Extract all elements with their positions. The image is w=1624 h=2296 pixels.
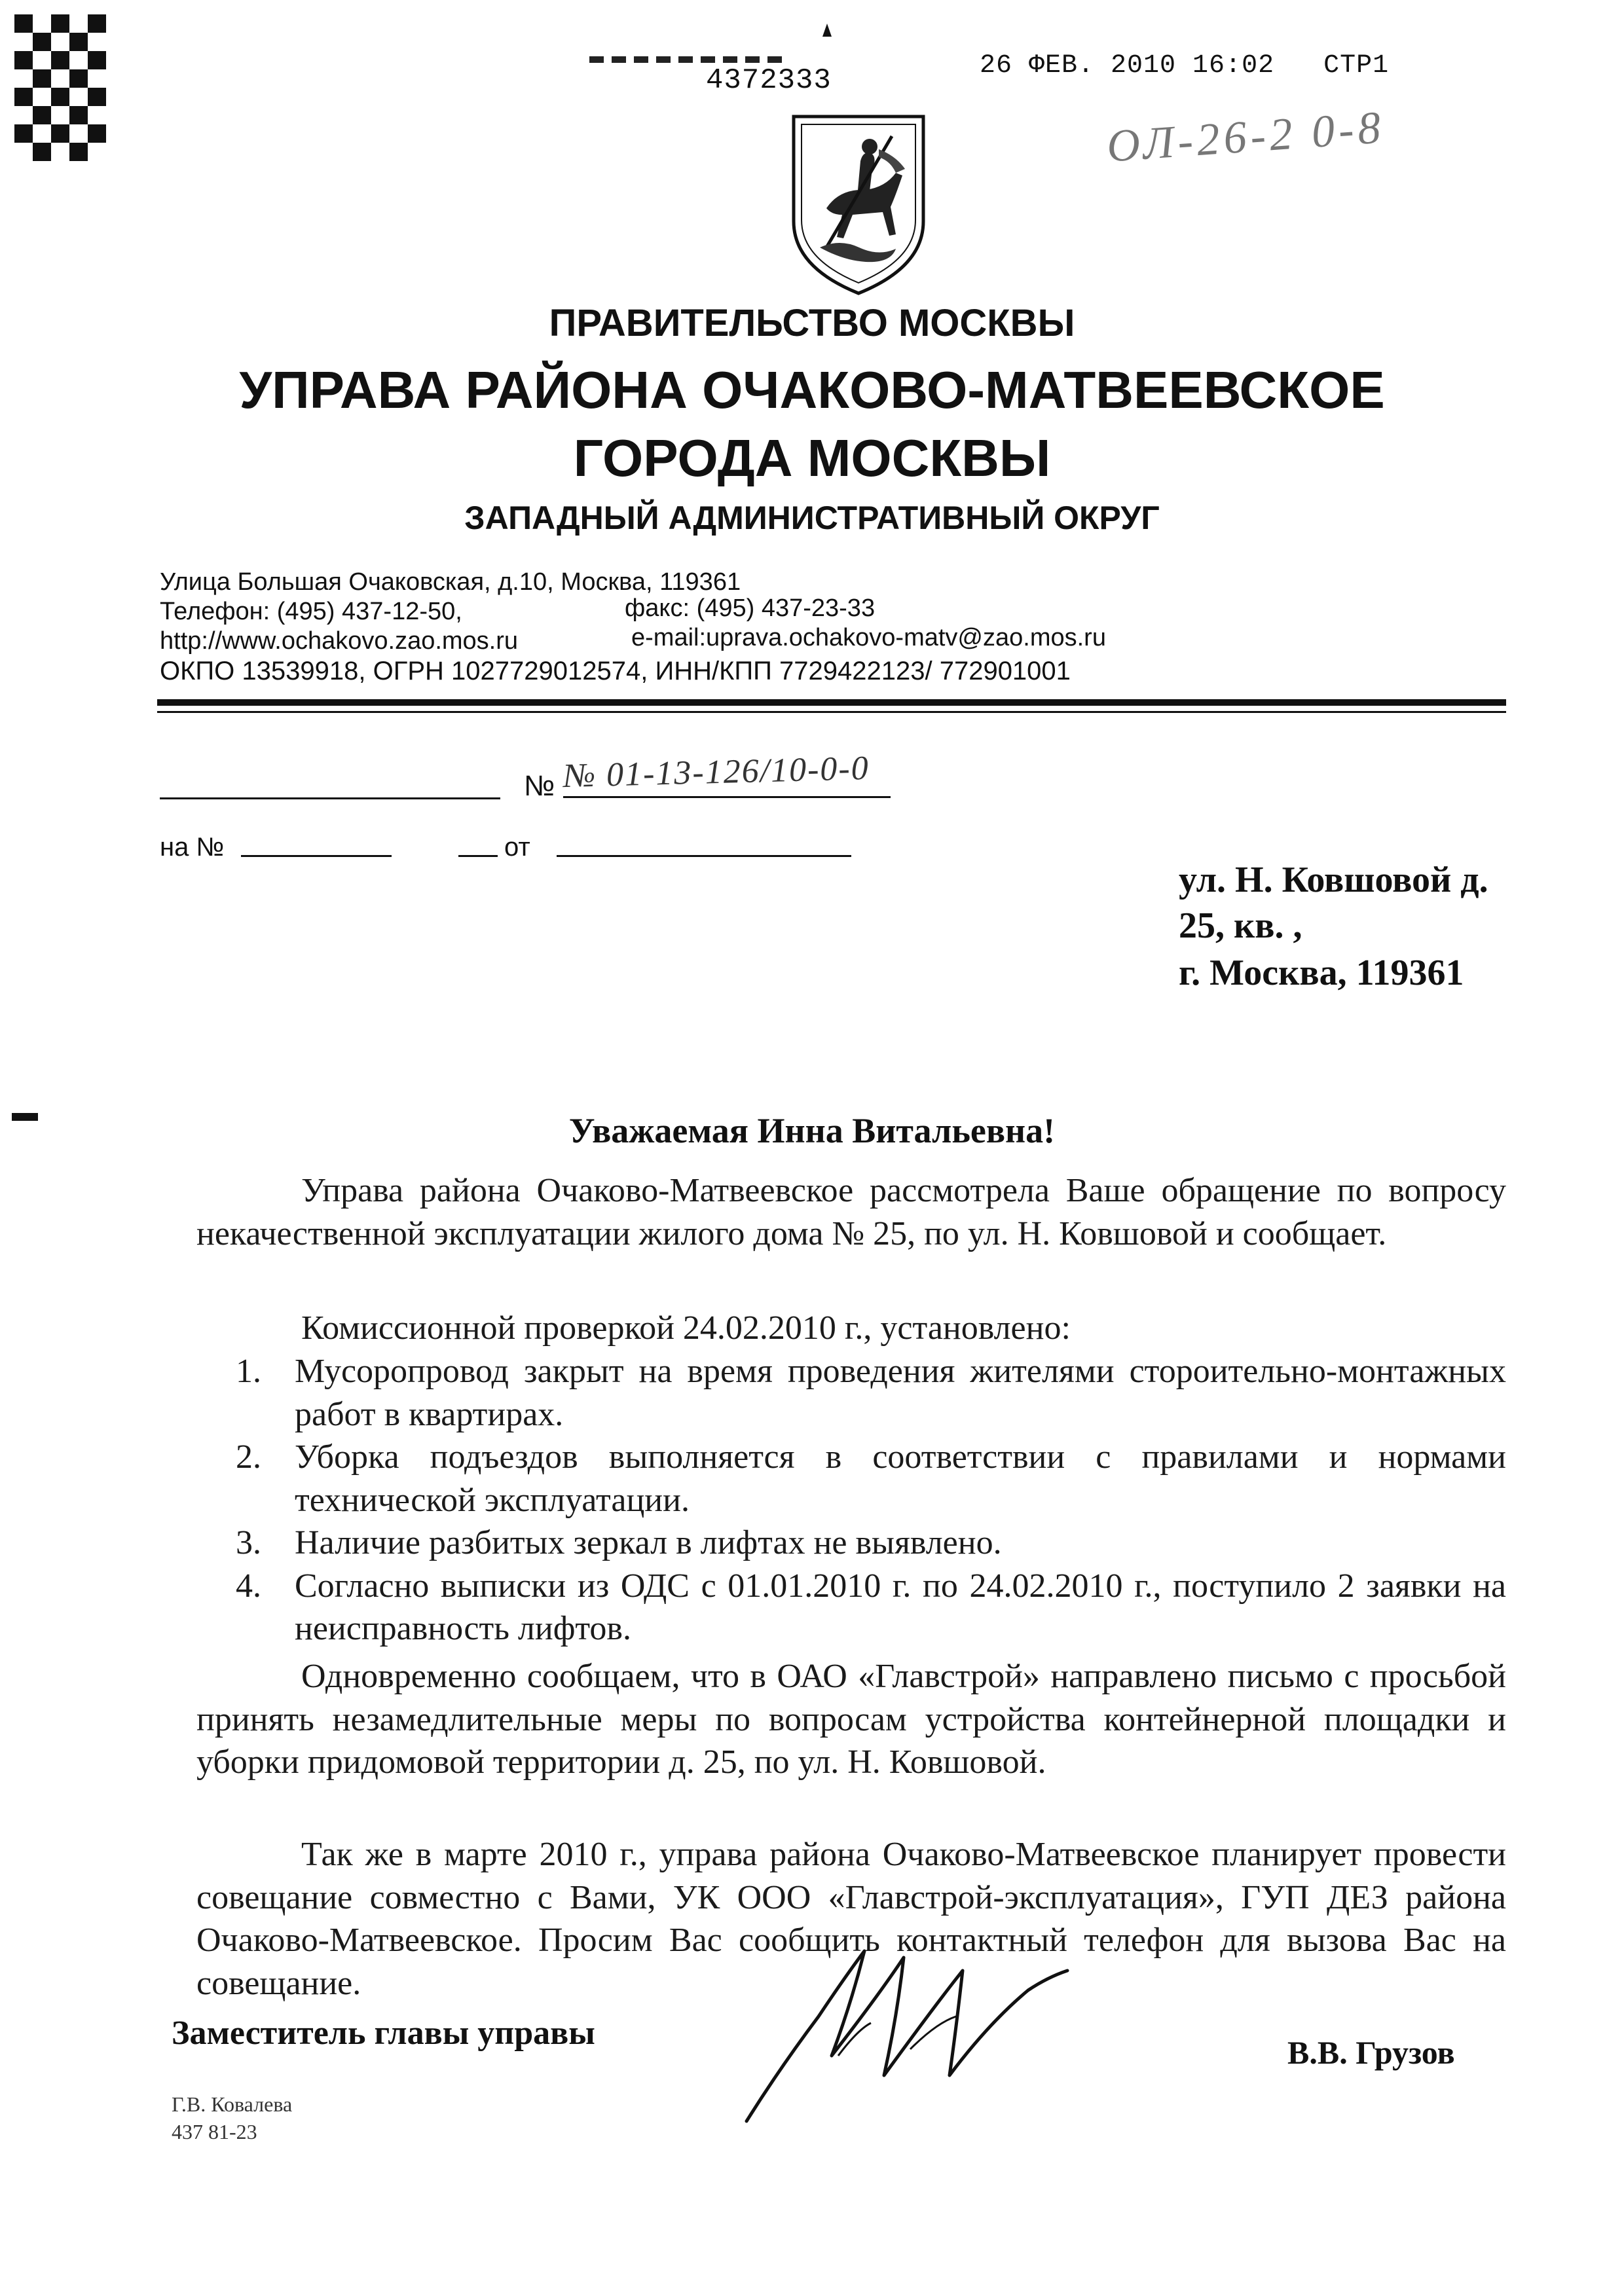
letterhead-organization: УПРАВА РАЙОНА ОЧАКОВО-МАТВЕЕВСКОЕ [239, 361, 1385, 419]
findings-list [236, 1350, 1506, 1650]
addressee-city: г. Москва, 119361 [1179, 953, 1464, 993]
letterhead-government: ПРАВИТЕЛЬСТВО МОСКВЫ [549, 302, 1075, 344]
triangle-mark-icon [822, 24, 832, 40]
letterhead-fax: факс: (495) 437-23-33 [625, 594, 876, 622]
list-item-text: Уборка подъездов выполняется в соответствии с правилами и нормами технической эксплуатации. [295, 1438, 1506, 1519]
letter-greeting: Уважаемая Инна Витальевна! [568, 1111, 1056, 1150]
in-reply-number-line [241, 855, 392, 857]
list-item [236, 1565, 1506, 1650]
list-item [236, 1436, 1506, 1522]
letterhead-divider-thin [157, 711, 1506, 713]
handwritten-registration-stamp: ОЛ-26-2 0-8 [1105, 102, 1386, 172]
fax-redacted-strip [589, 56, 786, 63]
letterhead-registration: ОКПО 13539918, ОГРН 1027729012574, ИНН/КПП 7729422123/ 772901001 [160, 657, 1071, 685]
letterhead-phone: Телефон: (495) 437-12-50, [160, 598, 462, 625]
moscow-coat-of-arms-icon [781, 110, 936, 300]
letter-paragraph-glavstroy: Одновременно сообщаем, что в ОАО «Главстрой» направлено письмо с просьбой принять незамедлительные меры по вопросам устройства контейнерной площадки и уборки придомовой территории д. 25, по ул. Н. Ковшовой. [196, 1658, 1506, 1781]
list-item-number: 4. [236, 1567, 261, 1605]
outgoing-number-label: № [524, 770, 555, 802]
letterhead-address: Улица Большая Очаковская, д.10, Москва, 119361 [160, 568, 741, 596]
list-item-text: Мусоропровод закрыт на время проведения жителями стороительно-монтажных работ в квартирах. [295, 1353, 1506, 1433]
outgoing-number-line [563, 796, 891, 798]
letter-paragraph-findings-intro: Комиссионной проверкой 24.02.2010 г., установлено: [301, 1309, 1071, 1347]
letter-paragraph-meeting: Так же в марте 2010 г., управа района Очаково-Матвеевское планирует провести совещание совместно с Вами, УК ООО «Главстрой-эксплуатация», ГУП ДЕЗ района Очаково-Матвеевское. Просим Вас сообщить контактный телефон для вызова Вас на совещание. [196, 1836, 1506, 2002]
reply-date-line [557, 855, 851, 857]
letter-paragraph-intro: Управа района Очаково-Матвеевское рассмотрела Ваше обращение по вопросу некачественной эксплуатации жилого дома № 25, по ул. Н. Ковшовой и сообщает. [196, 1172, 1506, 1252]
list-item-number: 1. [236, 1353, 261, 1390]
list-item-number: 3. [236, 1524, 261, 1562]
letterhead-email-link[interactable]: e-mail:uprava.ochakovo-matv@zao.mos.ru [631, 624, 1106, 651]
signatory-title: Заместитель главы управы [172, 2014, 595, 2052]
list-item-text: Наличие разбитых зеркал в лифтах не выявлено. [295, 1524, 1002, 1562]
outgoing-number-handwritten: № 01-13-126/10-0-0 [563, 749, 870, 795]
list-item-number: 2. [236, 1438, 261, 1476]
addressee-apartment: 25, кв. , [1179, 905, 1302, 946]
letterhead-city: ГОРОДА МОСКВЫ [573, 429, 1051, 487]
reply-date-label: от [504, 833, 530, 862]
fax-number: 4372333 [706, 64, 832, 97]
list-item [236, 1522, 1506, 1565]
letterhead-district: ЗАПАДНЫЙ АДМИНИСТРАТИВНЫЙ ОКРУГ [464, 500, 1160, 536]
executor-name: Г.В. Ковалева [172, 2092, 293, 2116]
addressee-street: ул. Н. Ковшовой д. [1179, 860, 1488, 900]
letterhead-website-link[interactable]: http://www.ochakovo.zao.mos.ru [160, 627, 519, 655]
list-item-text: Согласно выписки из ОДС с 01.01.2010 г. по 24.02.2010 г., поступило 2 заявки на неисправность лифтов. [295, 1567, 1506, 1648]
in-reply-label: на № [160, 833, 225, 862]
fax-date-page-header: 26 ФЕВ. 2010 16:02 СТР1 [980, 51, 1390, 81]
executor-phone: 437 81-23 [172, 2120, 257, 2143]
date-blank-line [160, 797, 500, 799]
checker-pattern-mark [14, 14, 106, 165]
handwritten-signature [740, 1925, 1080, 2134]
letterhead-divider-thick [157, 699, 1506, 706]
list-item [236, 1350, 1506, 1436]
in-reply-number-line-tail [458, 855, 498, 857]
signatory-name: В.В. Грузов [1287, 2034, 1455, 2071]
